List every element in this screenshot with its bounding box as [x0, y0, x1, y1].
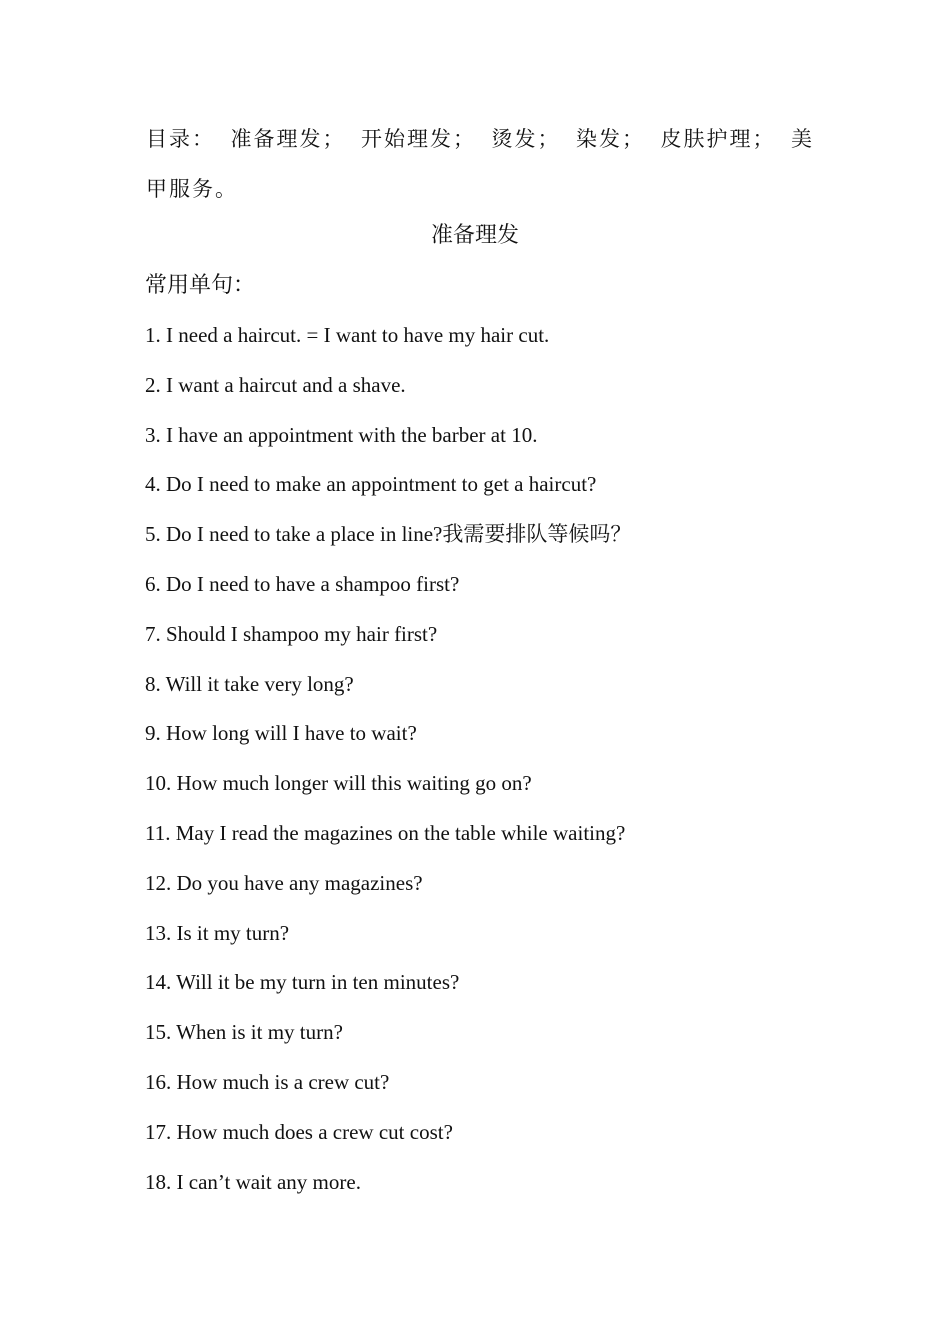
sentence-item: 16. How much is a crew cut?	[145, 1069, 390, 1094]
sentence-item: 18. I can’t wait any more.	[145, 1169, 361, 1194]
toc-item: 染发；	[576, 127, 645, 151]
sentence-item: 6. Do I need to have a shampoo first?	[145, 571, 460, 596]
toc-row	[146, 114, 814, 164]
sentence-item: 12. Do you have any magazines?	[145, 870, 423, 895]
toc-continuation: 甲服务。	[146, 177, 238, 201]
toc-item: 烫发；	[491, 127, 561, 151]
sentence-list	[145, 317, 631, 1213]
sentence-item: 1. I need a haircut. = I want to have my hair cut.	[145, 323, 550, 347]
toc-item: 开始理发；	[361, 127, 476, 151]
toc-item: 皮肤护理；	[660, 127, 776, 151]
sentence-item: 8. Will it take very long?	[145, 671, 354, 696]
sentence-item: 10. How much longer will this waiting go on?	[145, 771, 532, 796]
sentence-item: 4. Do I need to make an appointment to get a haircut?	[145, 472, 597, 497]
table-of-contents	[146, 114, 814, 214]
sentence-item: 7. Should I shampoo my hair first?	[145, 621, 438, 646]
section-subtitle: 常用单句：	[145, 272, 256, 297]
sentence-item: 2. I want a haircut and a shave.	[145, 372, 406, 397]
section-title: 准备理发	[430, 222, 519, 247]
toc-item: 美	[791, 127, 814, 151]
toc-item: 准备理发；	[230, 127, 346, 151]
sentence-item: 3. I have an appointment with the barber at 10.	[145, 422, 538, 447]
sentence-item: 15. When is it my turn?	[145, 1020, 343, 1045]
sentence-item: 13. Is it my turn?	[145, 920, 290, 945]
sentence-item: 5. Do I need to take a place in line?我需要排队等候吗？	[145, 522, 632, 547]
sentence-item: 17. How much does a crew cut cost?	[145, 1119, 453, 1144]
sentence-item: 11. May I read the magazines on the table while waiting?	[145, 820, 626, 845]
sentence-item: 9. How long will I have to wait?	[145, 721, 417, 746]
toc-label: 目录：	[146, 127, 215, 151]
sentence-item: 14. Will it be my turn in ten minutes?	[145, 970, 460, 995]
